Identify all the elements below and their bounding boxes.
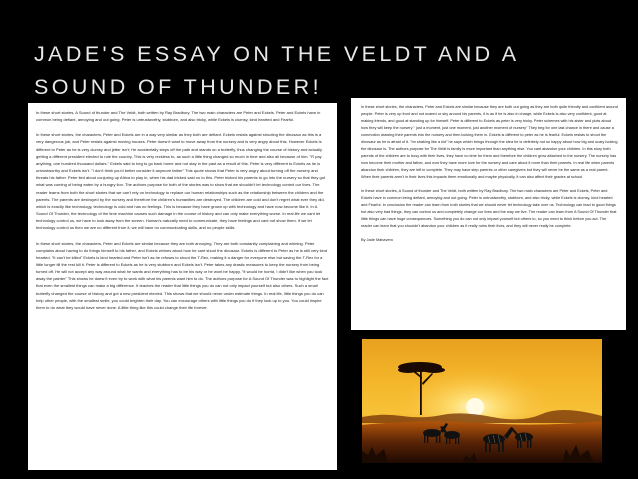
essay-paragraph-2: In these short stories, the characters, Peter and Eckels are in a way very similar as they both are defiant. Eckels resists against shooting the dinosaur as this is a very dangerous job, and Peter resists against moving houses. Peter doesn't want to move away from the nursery and is very angry about this. However Eckels is different to Peter as he is very clumsy and jetter isn't; He accidentally steps off the path and stands on a butterfly, thus changing the course of history and actually getting a different president elected to rule the country. This is very reckless to, as such a little thing changed so much in time and also all because of him. "R pay anything, one hundred thousand dollars." Eckels said to beg to go back home and not stay in the past as a result of this. Peter is very different to Eckels as he is untrustworthy and Eckels isn't. "I don't think you'd better consider it anymore father" This quote shows that Peter is very angry about turning off the nursery and threats his father. Peter lied about conjuring up Africa to play in, when his dad tricked said no to this. Peter tricked his parents to go into the nursery so that they got what was coming of being eaten by a hungry lion. The authors purpose for both of the stories was to show that we shouldn't let technology control our lives. The reader learns from both the short stories that we can't rely on technology to replace our human relationships such as the relationship between the children and the parents. The parents are destroyed by the nursery and therefore the children's humanities are destroyed. The children are cold and don't regret what ever they did, which is exactly like technology, technology is cold and has no feelings. This is because they have grown up with technology and have now become like it. In A Sound Of Thunder, the technology of the time machine causes such damage in the course of history and can only make everything worse. In real life we cant let technology control us, we have to look away from the screen. Human's naturally need to communicate, they have feelings and cant not show them. If we let technology control us then we are no different from it, we will have no communicating skills, and no people skills. xyxy=(36,132,326,231)
essay-byline: By Jade Mahavero xyxy=(361,238,394,242)
essay-page-right xyxy=(351,98,626,330)
savanna-sunset-zebras-image xyxy=(362,339,602,463)
essay-page-left xyxy=(28,103,337,470)
essay-paragraph-1: In these short stories, A Sound of thunder and The Veldt, both written by Ray Bradbury. The two main characters are Peter and Eckels. Peter and Eckels have in common being defiant, annoying and out going. Peter is untrustworthy, stubborn, and also tricky, while Eckels is clumsy, kind hearted and Fearful. xyxy=(36,110,321,123)
essay-paragraph-5: In these short stories, A Sound of thunder and The Veldt, both written by Ray Bradbury. The two main characters are Peter and Eckels, Peter and Eckels have in common being defiant, annoying and out going. Peter is untrustworthy, stubborn, and also tricky, while Eckels is clumsy, kind hearted and Fearful. In conclusion the reader can learn from both stories that we should never let technology take over us. Technology can lead to good things but also very bad things, they can control us and completely change our lives and the way we live. The reader can learn from A Sound Of Thunder that little things can have huge consequences. Something you do can not only impact yourself but others to, so you need to think before you act. The reader can learn that you shouldn't abandon your children as it really ruins their lives, and they will never really be complete. xyxy=(361,189,617,228)
essay-paragraph-4: In these short stories, the characters, Peter and Eckels are similar because they are both out going as they are both quite friendly and confident around people. Peter is very up front and not scared or shy around his parents, it is as if he is also in charge, while Eckels is also very confident, good at making friends, and good at standing up for himself. Peter is different to Eckels as peter is very tricky. Peter schemes with his sister and plots about how they will keep the nursery " just a moment, just one moment, just another moment of nursery" They beg for one last chance in there and cause a commotion drawing their parents into the nursery and then locking them in. Eckels is different to peter as he is fearful. Eckels resists to shoot the dinosaur as he is afraid of it. "Im shaking like a kid" he says which brings through the idea he is definitely not so happy about how big and scary looking the dinosaur is. The authors purpose for The Veldt is family is more important than anything else. You cant abandon your children. In this story both parents of the children are to busy with their lives, they have no time for them and therefore the children grow attached to the nursery. The nursery has now become their mother and father, and now they have more love for the nursery and care about it more than their parents. In real life when parents abandon their children, they are left in complete. They may have step parents or other caregivers but they will never be the same as a real parent. When their parents aren't in their lives this impacts them emotionally and maybe physically, it can also affect their grades at school. xyxy=(361,105,618,179)
slide-title: JADE'S ESSAY ON THE VELDT AND A SOUND OF THUNDER! xyxy=(34,42,519,99)
essay-paragraph-3: In these short stories, the characters, Peter and Eckels are similar because they are both annoying. They are both constantly complaining and whining. Peter complains about having to do things himself to his father, and Eckels whines about how he cant shoot the dinosaur. Eckels is different to Peter as he is still very kind hearted. "It can't be killed" Eckels is kind hearted and Peter isn't as he refuses to shoot the T-Rex, making it a danger for everyone else but saving the T-Rex for a little longer till the rest kill it. Peter is different to Eckels as he is very stubborn and Eckels isn't. Peter takes any drastic measures to keep the nursery from being turned off. He will not accept any way around what he wants and everything has to be his way or he wont be happy. "It would be horrid, I didn't like when you took away the painter" This shows he doesn't even try to work with what his parents want him to do. The authors purpose for A Sound Of Thunder was to highlight the fact that even the smallest things can make a big difference. It teaches the reader that little things you do can not only impact yourself but also others. Such a small butterfly changed the course of history and got a new president elected. This shows that we should never under estimate things. In real life, little things you do can help other people, with the smallest smile, you could brighten their day. You can encourage others with little things you do if they look up to you. You could inspire them to do what they would have never done. A little thing like this could change their life forever. xyxy=(36,240,329,310)
